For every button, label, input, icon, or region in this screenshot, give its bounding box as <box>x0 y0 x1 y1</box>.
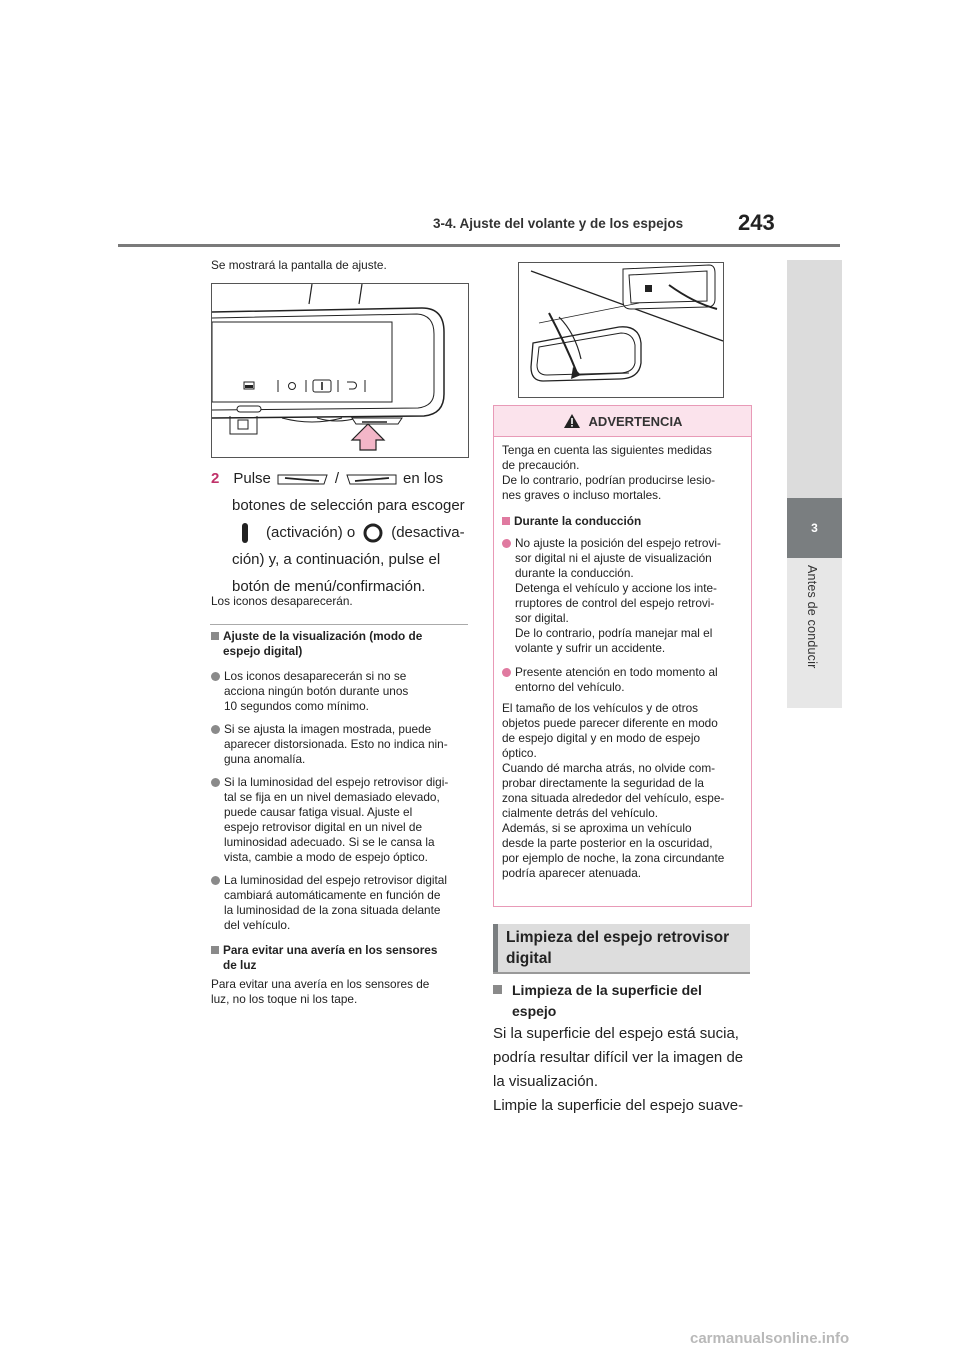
dot-bullet-icon <box>211 778 220 787</box>
note-bullet-2: Si se ajusta la imagen mostrada, puede aparecer distorsionada. Esto no indica nin- guna anomalía. <box>211 722 473 767</box>
warning-bullet-1: No ajuste la posición del espejo retrovi- sor digital ni el ajuste de visualización durante la conducción. Detenga el vehículo y accione los inte- rruptores de control del espejo retrovi- sor digital. De lo contrario, podría manejar mal el volante y sufrir un accidente. <box>502 536 744 656</box>
warning-subtitle: Durante la conducción <box>502 514 744 529</box>
mirror-adjust-figure <box>518 262 724 398</box>
square-bullet-icon <box>211 946 219 954</box>
mirror-illustration <box>212 284 468 457</box>
section-heading <box>493 924 750 972</box>
dot-bullet-icon <box>211 672 220 681</box>
section-heading-line2: digital <box>506 950 552 967</box>
warning-header <box>494 406 751 437</box>
section-rule <box>493 972 750 974</box>
square-bullet-icon <box>502 517 510 525</box>
chapter-tab[interactable] <box>787 498 842 558</box>
note-bullet-1: Los iconos desaparecerán si no se acciona ningún botón durante unos 10 segundos como mínimo. <box>211 669 473 714</box>
mirror-buttons-figure <box>211 283 469 458</box>
watermark: carmanualsonline.info <box>690 1330 850 1347</box>
dot-bullet-icon <box>211 876 220 885</box>
left-divider <box>210 624 468 625</box>
light-sensor-text: Para evitar una avería en los sensores de luz, no los toque ni los tape. <box>211 977 430 1006</box>
sub-title-display-adjust <box>211 629 473 659</box>
note-bullet-4: La luminosidad del espejo retrovisor digital cambiará automáticamente en función de la luminosidad de la zona situada delante del vehículo. <box>211 873 473 933</box>
dot-bullet-icon <box>502 539 511 548</box>
square-bullet-icon <box>211 632 219 640</box>
page-number: 243 <box>738 210 775 235</box>
warning-title: ADVERTENCIA <box>588 413 683 429</box>
note-bullet-3: Si la luminosidad del espejo retrovisor digi- tal se fija en un nivel demasiado elevado, puede causar fatiga visual. Ajuste el espejo retrovisor digital en un nivel de luminosidad adecuado. Si se le cansa la vista, cambie a modo de espejo óptico. <box>211 775 473 865</box>
cleaning-text: Si la superficie del espejo está sucia, podría resultar difícil ver la imagen de la visualización. Limpie la superficie del espejo suave- <box>493 1025 744 1114</box>
result-text: Los iconos desaparecerán. <box>211 594 353 608</box>
left-select-button-icon <box>277 472 329 486</box>
step-line-2: botones de selección para escoger <box>232 497 465 514</box>
step-line-5: botón de menú/confirmación. <box>232 578 426 595</box>
chapter-number: 3 <box>811 521 818 535</box>
square-bullet-icon <box>493 985 502 994</box>
dot-bullet-icon <box>502 668 511 677</box>
step-line-4: ción) y, a continuación, pulse el <box>232 551 441 568</box>
deactivation-icon <box>361 522 385 544</box>
step-separator: / <box>334 470 340 487</box>
mirror-adjust-illustration <box>519 263 723 397</box>
step-2 <box>211 467 471 599</box>
warning-bullet-2: Presente atención en todo momento al entorno del vehículo. <box>502 665 744 695</box>
warning-intro: Tenga en cuenta las siguientes medidas de precaución. De lo contrario, podrían producirse lesio- nes graves o incluso mortales. <box>502 443 716 502</box>
cleaning-subtitle: Limpieza de la superficie del espejo <box>493 980 755 1022</box>
section-heading-line1: Limpieza del espejo retrovisor <box>506 929 730 946</box>
right-select-button-icon <box>345 472 397 486</box>
left-notes <box>211 629 473 1007</box>
sub-title-light-sensors: Para evitar una avería en los sensores de luz <box>211 943 473 973</box>
sub1-title-line2: espejo digital) <box>223 644 303 658</box>
sub1-title-line1: Ajuste de la visualización (modo de <box>223 629 423 643</box>
step-number: 2 <box>211 470 220 487</box>
intro-text: Se mostrará la pantalla de ajuste. <box>211 258 387 272</box>
side-tab-strip <box>787 260 842 498</box>
warning-triangle-icon <box>563 413 581 429</box>
dot-bullet-icon <box>211 725 220 734</box>
header-rule <box>118 244 840 247</box>
section-title: 3-4. Ajuste del volante y de los espejos <box>433 216 684 231</box>
step-text-activacion: (activación) o <box>266 524 356 541</box>
chapter-label: Antes de conducir <box>805 565 819 669</box>
warning-box <box>493 405 752 907</box>
activation-icon <box>232 522 260 544</box>
step-text-en-los: en los <box>403 470 444 487</box>
step-text-desactiva: (desactiva- <box>391 524 465 541</box>
warning-body <box>494 437 751 881</box>
step-text-pulse: Pulse <box>233 470 271 487</box>
warning-tail: El tamaño de los vehículos y de otros objetos puede parecer diferente en modo de espejo digital y en modo de espejo óptico. Cuando dé marcha atrás, no olvide com- probar directamente la seguridad de la zona situada alrededor del vehículo, espe- cialmente detrás del vehículo. Además, si se aproxima un vehículo desde la parte posterior en la oscuridad, por ejemplo de noche, la zona circundante podría aparecer atenuada. <box>502 701 725 880</box>
